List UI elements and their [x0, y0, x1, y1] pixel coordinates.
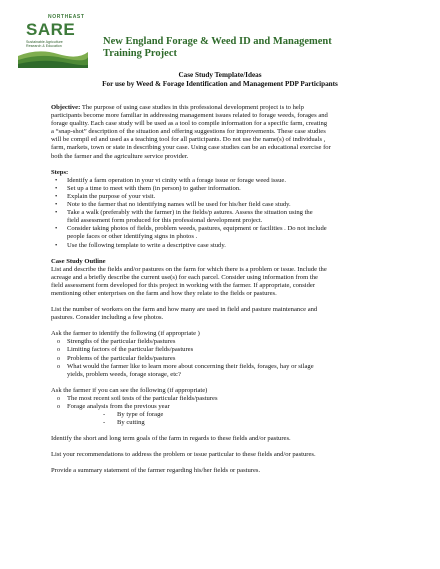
step-item-line: Take a walk (preferably with the farmer) in the fields/p astures. Assess the situation using the: [67, 209, 313, 217]
steps-list: [51, 177, 391, 250]
outline-paragraph-2: [51, 306, 391, 322]
forage-analysis-sublist: [51, 411, 391, 427]
ask-see-list: [51, 395, 391, 411]
ask-see-intro: Ask the farmer if you can see the following (if appropriate): [51, 386, 208, 394]
page-title-line1: New England Forage & Weed ID and Management: [103, 36, 332, 47]
ask-identify-item: o Strengths of the particular fields/pastures: [51, 338, 391, 346]
ask-identify-item: o Limiting factors of the particular fields/pastures: [51, 346, 391, 354]
outline-line: mentioning other enterprises on the farm and how they relate to the fields or pastures.: [51, 289, 277, 297]
summary-paragraph: Provide a summary statement of the farmer regarding his/her fields or pastures.: [51, 467, 261, 475]
document-body: [51, 104, 391, 476]
step-item-line: people faces or other identifying signs in photos .: [67, 233, 198, 241]
page-title-line2: Training Project: [103, 48, 177, 59]
outline-line: acreage and a briefly describe the current use(s) for each parcel. Consider using information from the: [51, 273, 318, 281]
step-item-line: Consider taking photos of fields, problem weeds, pastures, equipment or facilities . Do not include: [67, 225, 327, 233]
ask-identify-item: [51, 363, 391, 379]
subtitle-line1: Case Study Template/Ideas: [178, 71, 262, 79]
objective-line: participants become more familiar in addressing management issues related to forage weeds, forages and: [51, 112, 328, 120]
ask-identify-line: What would the farmer like to learn more about concerning their fields, forages, hay or silage: [67, 362, 314, 370]
forage-analysis-subitem: - By cutting: [51, 419, 391, 427]
outline-line: List the number of workers on the farm and how many are used in field and pasture maintenance and: [51, 306, 318, 314]
subtitle-line2: For use by Weed & Forage Identification and Management PDP Participants: [102, 80, 338, 88]
objective-line: will be compil ed and used as a teaching tool for all participants. Do not use the name(s) of individuals ,: [51, 136, 326, 144]
objective-line: forage quality. Each case study will be used as a tool to compile information for a specific farm, creating: [51, 120, 328, 128]
outline-heading: Case Study Outline: [51, 257, 106, 265]
logo-brand-text: SARE: [26, 20, 76, 39]
objective-label: Objective:: [51, 104, 81, 111]
outline-line: field assessment form developed for this project in working with the farmer. If appropriate, consider: [51, 281, 316, 289]
sare-logo: [18, 14, 88, 68]
step-item: • Explain the purpose of your visit.: [51, 193, 391, 201]
ask-identify-intro: Ask the farmer to identify the following (if appropriate ): [51, 330, 200, 338]
step-item: • Note to the farmer that no identifying names will be used for his/her field case study.: [51, 201, 391, 209]
logo-org-text: NORTHEAST: [48, 14, 85, 20]
ask-see-item: o Forage analysis from the previous year: [51, 403, 391, 411]
ask-identify-list: [51, 338, 391, 378]
outline-paragraph-1: [51, 266, 391, 298]
objective-paragraph: [51, 104, 391, 161]
logo-tagline: Sustainable Agriculture Research & Education: [26, 40, 63, 49]
outline-line: pastures. Consider including a few photos.: [51, 314, 164, 322]
ask-identify-item: o Problems of the particular fields/pastures: [51, 355, 391, 363]
step-item-line: field assessment form produced for this professional development project.: [67, 217, 263, 225]
step-item: • Use the following template to write a descriptive case study.: [51, 242, 391, 250]
ask-see-item: o The most recent soil tests of the particular fields/pastures: [51, 395, 391, 403]
step-item: • Set up a time to meet with them (in person) to gather information.: [51, 185, 391, 193]
farm-fields-icon: [18, 48, 88, 68]
ask-identify-line: yields, problem weeds, forage storage, etc?: [67, 370, 181, 378]
step-item: [51, 225, 391, 241]
recommendations-paragraph: List your recommendations to address the problem or issue particular to these fields and/or pastures.: [51, 451, 316, 459]
forage-analysis-subitem: - By type of forage: [51, 411, 391, 419]
steps-heading: Steps:: [51, 168, 69, 176]
step-item: • Identify a farm operation in your vi cinity with a forage issue or forage weed issue.: [51, 177, 391, 185]
objective-line: a “snap-shot” description of the situation and offering suggestions for improvements. These case studies: [51, 128, 326, 136]
step-item: [51, 209, 391, 225]
objective-line: The purpose of using case studies in this professional development project is to help: [80, 104, 304, 111]
objective-line: both the farmer and the agriculture service provider.: [51, 152, 189, 160]
goals-paragraph: Identify the short and long term goals of the farm in regards to these fields and/or pastures.: [51, 435, 291, 443]
outline-line: List and describe the fields and/or pastures on the farm for which there is a problem or issue. Include the: [51, 265, 327, 273]
objective-line: farm, markets, town or state in describing your case. Using case studies can be an educational exercise for: [51, 144, 331, 152]
